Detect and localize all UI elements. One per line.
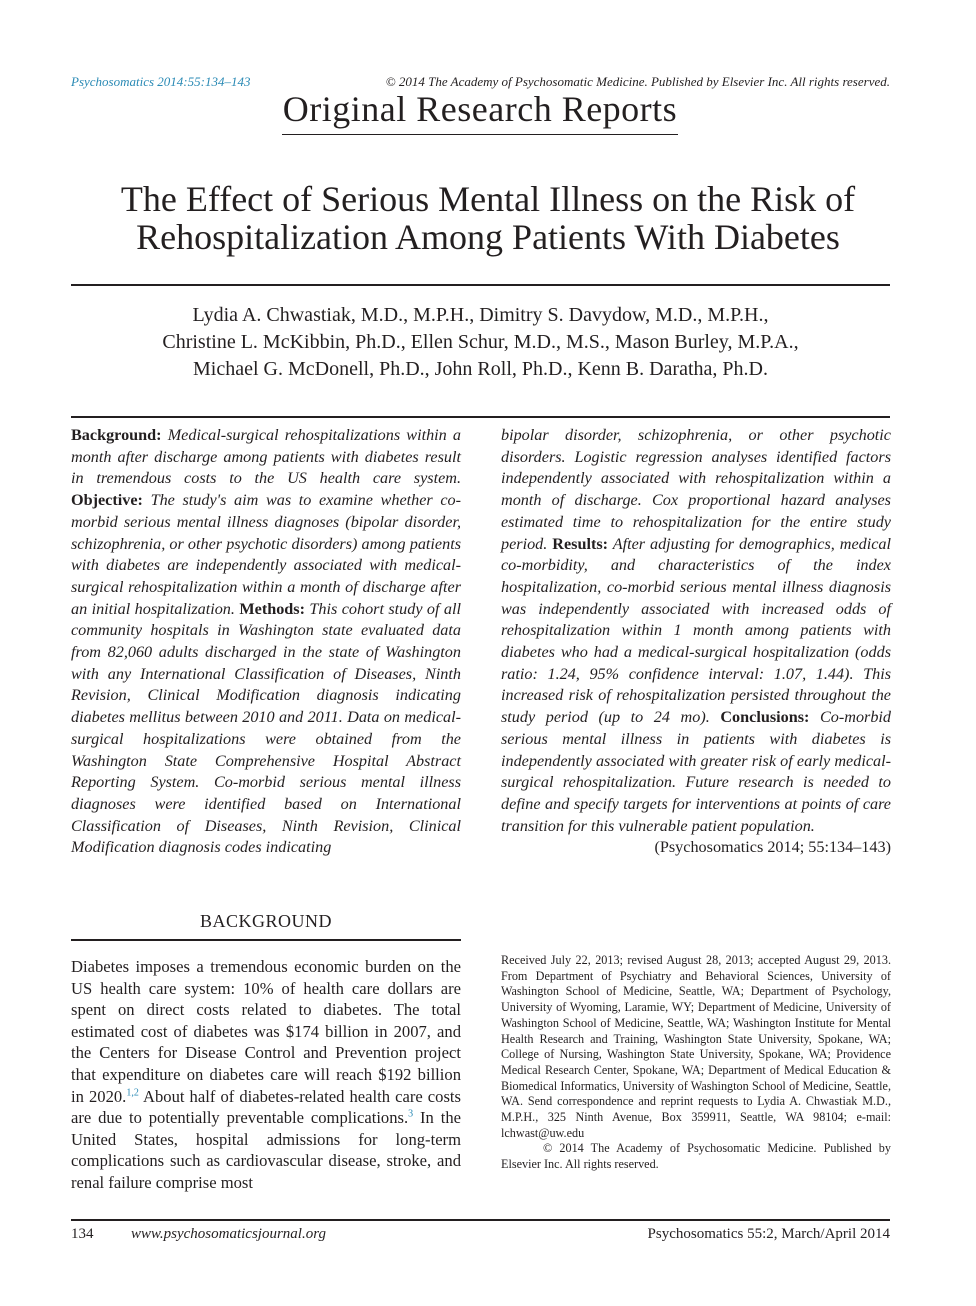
journal-issue: Psychosomatics 55:2, March/April 2014 bbox=[647, 1226, 890, 1242]
article-title bbox=[60, 180, 916, 256]
journal-url[interactable]: www.psychosomaticsjournal.org bbox=[131, 1226, 327, 1242]
article-title-line-2: Rehospitalization Among Patients With Diabetes bbox=[136, 217, 840, 257]
background-divider bbox=[71, 939, 461, 941]
section-title-text: Original Research Reports bbox=[282, 88, 678, 135]
abstract-right-column bbox=[501, 425, 891, 859]
page-number: 134 bbox=[71, 1226, 94, 1242]
methods-text-left: This cohort study of all community hospitals in Washington state evaluated data from 82,060 adults discharged in the state of Washington with any International Classification of Diseases, Ninth Revision, Clinical Modification diagnosis indicating diabetes mellitus between 2010 and 2011. Data on medical-surgical hospitalizations were obtained from the Washington State Comprehensive Hospital Abstract Reporting System. Co-morbid serious mental illness diagnoses were identified based on International Classification of Diseases, Ninth Revision, Clinical Modification diagnosis codes indicating bbox=[71, 599, 462, 857]
journal-citation-header[interactable]: Psychosomatics 2014:55:134–143 bbox=[71, 74, 251, 89]
author-line-1: Lydia A. Chwastiak, M.D., M.P.H., Dimitry S. Davydow, M.D., M.P.H., bbox=[192, 304, 769, 326]
abstract-divider bbox=[71, 416, 890, 418]
copyright-header: © 2014 The Academy of Psychosomatic Medicine. Published by Elsevier Inc. All rights reserved. bbox=[385, 74, 890, 89]
conclusions-label: Conclusions: bbox=[720, 708, 810, 727]
objective-label: Objective: bbox=[71, 491, 143, 510]
objective-text: The study's aim was to examine whether co-morbid serious mental illness diagnoses (bipolar disorder, schizophrenia, or other psychotic disorders) among patients with diabetes are independently associated with medical-surgical rehospitalization within a month of discharge after an initial hospitalization. bbox=[71, 491, 462, 618]
article-footnote bbox=[501, 953, 891, 1173]
results-label: Results: bbox=[552, 534, 609, 553]
footnote-received: Received July 22, 2013; revised August 28, 2013; accepted August 29, 2013. From Department of Psychiatry and Behavioral Sciences, University of Washington School of Medicine, Seattle, WA; Department of Psychology, University of Wyoming, Laramie, WY; Department of Medicine, University of Washington School of Medicine, Seattle, WA; Washington Institute for Mental Health Research and Training, Washington State University, Spokane, WA; College of Nursing, Washington State University, Spokane, WA; Providence Medical Research Center, Spokane, WA; Department of Medical Education & Biomedical Informatics, University of Washington School of Medicine, Seattle, WA. Send correspondence and reprint requests to Lydia A. Chwastiak M.D., M.P.H., 325 Ninth Avenue, Box 359911, Seattle, WA 98104; e-mail: lchwast@uw.edu bbox=[501, 953, 891, 1140]
footnote-copyright: © 2014 The Academy of Psychosomatic Medicine. Published by Elsevier Inc. All rights reserved. bbox=[501, 1141, 891, 1172]
article-title-line-1: The Effect of Serious Mental Illness on the Risk of bbox=[120, 179, 856, 219]
reference-link-1-2[interactable]: 1,2 bbox=[126, 1087, 139, 1099]
background-label: Background: bbox=[71, 426, 162, 444]
abstract-citation: (Psychosomatics 2014; 55:134–143) bbox=[654, 838, 891, 857]
results-text: After adjusting for demographics, medical co-morbidity, and characteristics of the index hospitalization, co-morbid serious mental illness diagnosis was independently associated with increased odds of rehospitalization within 1 month among patients with diabetes who had a medical-surgical hospitalization (odds ratio: 1.24, 95% confidence interval: 1.07, 1.44). This increased risk of rehospitalization persisted throughout the study period (up to 24 mo). bbox=[501, 534, 891, 727]
background-body bbox=[71, 956, 461, 1194]
background-text: Medical-surgical rehospitalizations within a month after discharge among patients with diabetes result in tremendous costs to the US health care system. bbox=[71, 426, 461, 488]
author-line-3: Michael G. McDonell, Ph.D., John Roll, Ph.D., Kenn B. Daratha, Ph.D. bbox=[193, 358, 768, 380]
background-heading: BACKGROUND bbox=[199, 911, 332, 931]
abstract-right-text bbox=[501, 425, 891, 837]
background-text-1: Diabetes imposes a tremendous economic burden on the US health care system: 10% of health care dollars are spent on direct costs related to diabetes. The total estimated cost of diabetes was $174 billion in 2007, and the Centers for Disease Control and Prevention project that expenditure on diabetes care will reach $192 billion in 2020. bbox=[71, 957, 461, 1106]
background-paragraph bbox=[71, 956, 461, 1194]
abstract-left-text bbox=[71, 425, 461, 859]
methods-label: Methods: bbox=[239, 599, 306, 618]
background-text-2: About half of diabetes-related health care costs are due to potentially preventable complications. bbox=[71, 1086, 461, 1128]
reference-link-3[interactable]: 3 bbox=[408, 1108, 414, 1120]
title-divider bbox=[71, 284, 890, 286]
section-title bbox=[0, 88, 976, 135]
footer-divider bbox=[71, 1219, 890, 1221]
conclusions-text: Co-morbid serious mental illness in patients with diabetes is independently associated with greater risk of early medical-surgical rehospitalization. Future research is needed to define and specify targets for interventions at points of care transition for this vulnerable patient population. bbox=[501, 708, 892, 835]
author-line-2: Christine L. McKibbin, Ph.D., Ellen Schur, M.D., M.S., Mason Burley, M.P.A., bbox=[162, 331, 799, 353]
methods-text-right: bipolar disorder, schizophrenia, or other psychotic disorders. Logistic regression analyses identified factors independently associated with rehospitalization within a month of discharge. Cox proportional hazard analyses estimated time to rehospitalization for the entire study period. bbox=[501, 426, 891, 553]
abstract-left-column bbox=[71, 425, 461, 859]
background-text-3: In the United States, hospital admissions for long-term complications such as cardiovascular disease, stroke, and renal failure comprise most bbox=[71, 1108, 461, 1192]
author-list bbox=[71, 302, 890, 383]
